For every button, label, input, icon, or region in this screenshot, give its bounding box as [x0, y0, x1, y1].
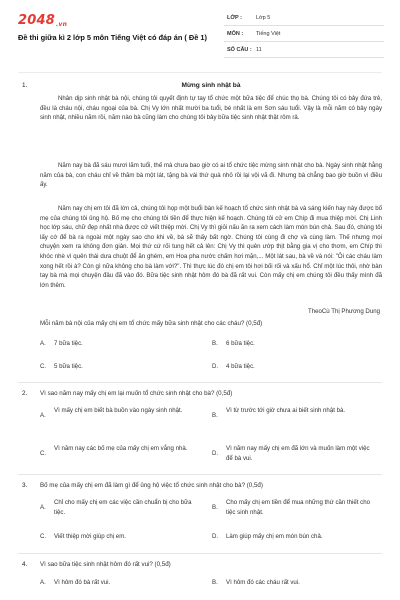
- question-number: 2.: [22, 390, 28, 397]
- meta-row-subject: MÔN : Tiếng Việt: [224, 26, 384, 42]
- page-header: [0, 0, 400, 60]
- question-text: Bố mẹ của mấy chị em đã làm gì để ủng hộ việc tổ chức sinh nhật cho bà? (0,5đ): [40, 482, 263, 489]
- story-title: Mừng sinh nhật bà: [181, 82, 241, 89]
- story-paragraph: Năm nay chị em tôi đã lớn cả, chúng tôi họp một buổi bàn kế hoạch tổ chức sinh nhật bà và sáng kiến hay này được bố mẹ của chúng tôi ủng hộ. Bố mẹ cho chúng tôi tiền để thực hiện kế hoạch. Chúng tôi cử em Chíp đi mua thiệp mời. Chị Linh học lớp sáu, chữ đẹp nhất nhà được cử viết thiệp mời. Chị Vy thì giỏi nấu ăn ra xem cách làm món bún chả. Sau đó, chúng tôi lấy cớ để bà ra ngoài một ngày sao cho khi về, bà sẽ thấy bất ngờ. Chúng tôi cùng đi chợ và cùng làm. Thế nhưng mọi chuyện xem ra không đơn giản. Mọi thứ cứ rối tung hết cả lên: Chị Vy thì quên ướp thịt bằng gia vị cho thơm, em Chíp thì khóc nhè vì quên thái dưa chuột để ăn ghém, em Hoa pha nước chấm hơi mặn,... Một lát sau, bà về và nói: "Ôi các cháu làm xong hết rồi à? Còn gì nữa không cho bà làm với?". Thì thực lúc đó chị em tôi hơi bối rối và xấu hổ. Chỉ một lúc thôi, nhờ bàn tay bà mà mọi chuyện đâu đã vào đó. Bữa tiệc sinh nhật hôm đó bà đã rất vui. Còn mấy chị em chúng tôi đều thấy mình đã lớn thêm.: [40, 205, 382, 289]
- site-logo[interactable]: 2048.vn: [18, 13, 68, 28]
- meta-row-grade: LỚP : Lớp 5: [224, 10, 384, 26]
- question-number: 1.: [22, 82, 28, 89]
- question-number: 3.: [22, 482, 28, 489]
- question-text: Mỗi năm bà nội của mấy chị em tổ chức mấy bữa sinh nhật cho các cháu? (0,5đ): [40, 320, 263, 327]
- question-separator: [18, 474, 382, 475]
- question-number: 4.: [22, 561, 28, 568]
- exam-title: Đề thi giữa kì 2 lớp 5 môn Tiếng Việt có đáp án ( Đề 1): [18, 33, 207, 42]
- meta-row-count: SỐ CÂU : 11: [224, 42, 384, 58]
- header-divider: [18, 72, 382, 73]
- story-paragraph: Nhân dịp sinh nhật bà nội, chúng tôi quyết định tự tay tổ chức một bữa tiệc để chúc thọ bà. Chúng tôi có bảy đứa trẻ, đều là cháu nội, cháu ngoại của bà. Chị Vy lớn nhất mười ba tuổi, bé nhất là em Sơn sáu tuổi. Vậy là mỗi năm có bảy ngày sinh nhật, nhiều năm rồi, năm nào bà cũng làm cho chúng tôi bảy bữa tiệc sinh nhật thật rôm rả.: [40, 95, 382, 122]
- exam-meta-table: [224, 10, 384, 58]
- question-separator: [18, 553, 382, 554]
- story-author: TheoCù Thị Phương Dung: [308, 308, 380, 315]
- question-separator: [18, 382, 382, 383]
- question-text: Vì sao năm nay mấy chị em lại muốn tổ chức sinh nhật cho bà? (0,5đ): [40, 390, 233, 397]
- story-paragraph: Năm nay bà đã sáu mươi lăm tuổi, thế mà chưa bao giờ có ai tổ chức tiệc mừng sinh nhật cho bà. Ngày sinh nhật hằng năm của bà, con cháu chỉ về thăm bà một lát, tặng bà vài thứ quà nhỏ rồi lại vội vã đi. Nhưng bà chẳng bao giờ buồn vì điều ấy.: [40, 162, 382, 189]
- question-text: Vì sao bữa tiệc sinh nhật hôm đó rất vui? (0,5đ): [40, 561, 171, 568]
